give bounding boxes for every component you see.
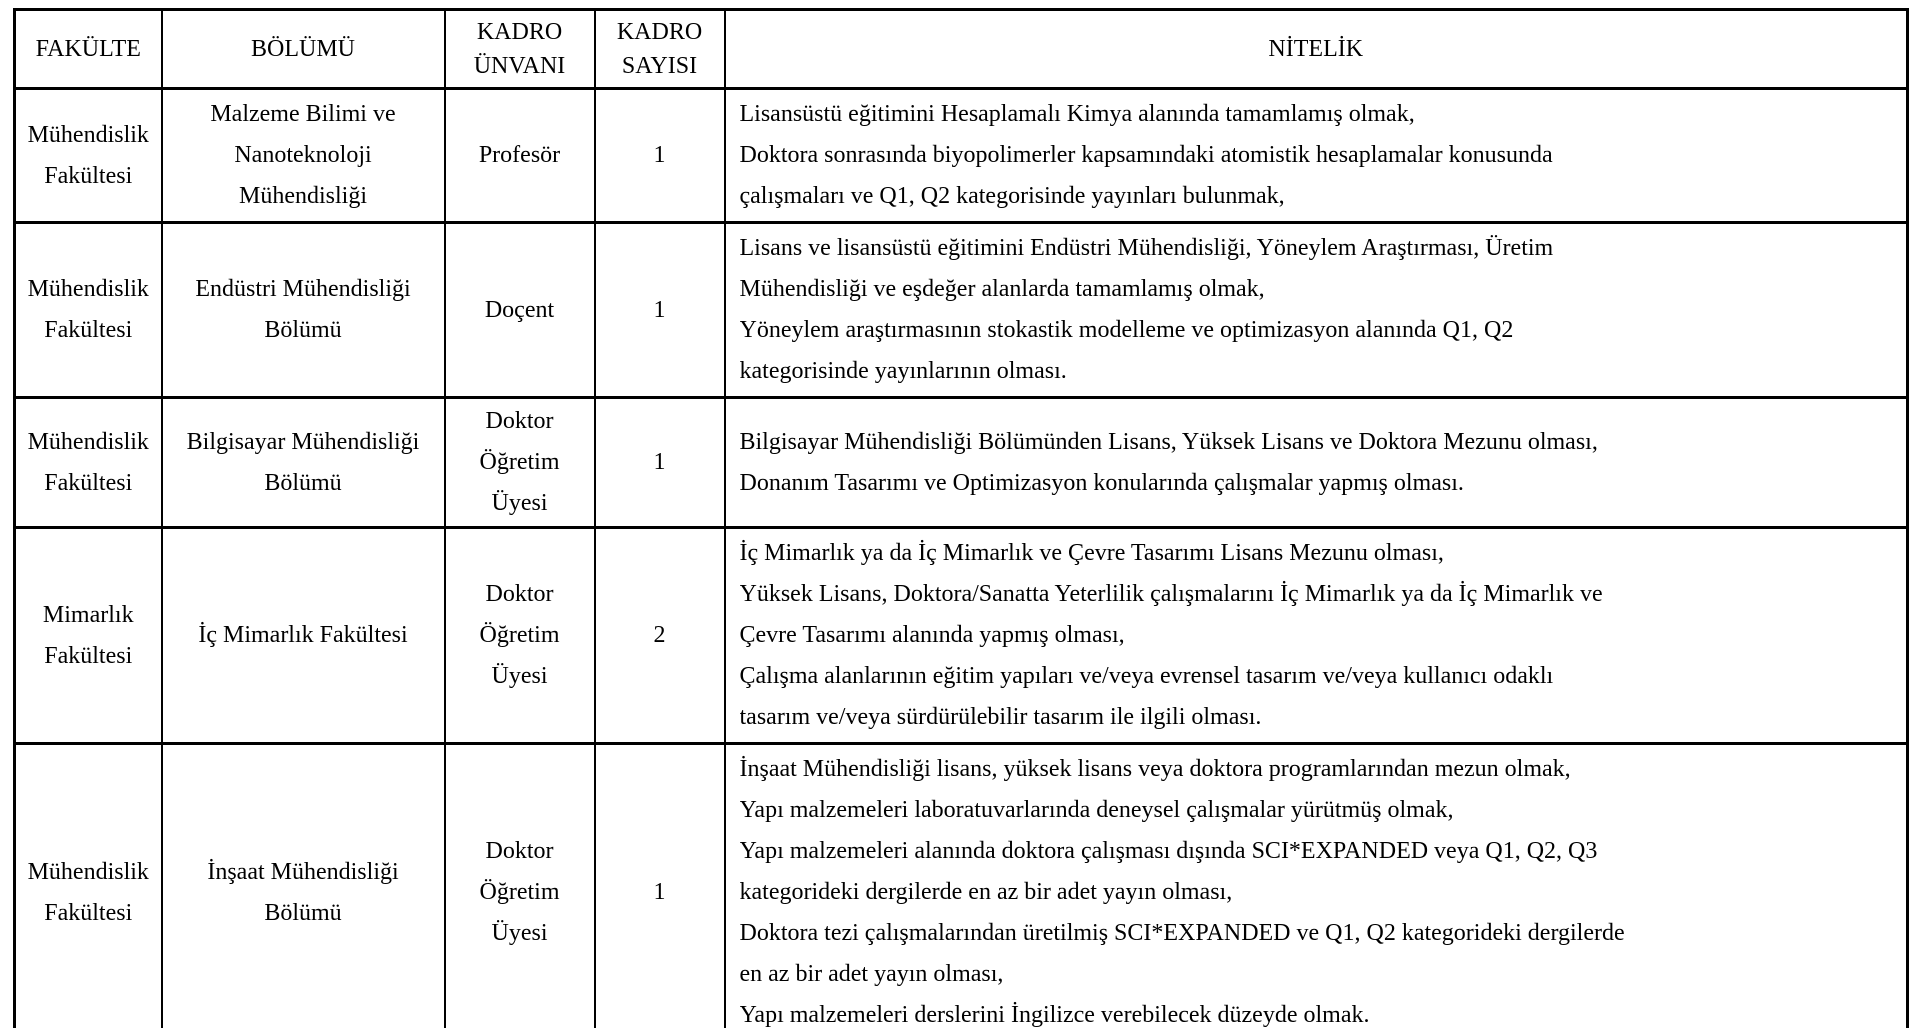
kadro-unvani-cell bbox=[445, 223, 595, 398]
text-line: KADRO bbox=[476, 19, 563, 45]
text-line: Öğretim bbox=[479, 449, 560, 475]
text-line: Lisansüstü eğitimini Hesaplamalı Kimya alanında tamamlamış olmak, bbox=[739, 101, 1415, 127]
table-row bbox=[15, 223, 1908, 398]
academic-vacancy-table bbox=[13, 8, 1909, 1028]
kadro-sayisi-cell bbox=[595, 89, 725, 223]
column-header-kadro_unvani bbox=[445, 10, 595, 89]
text-line: Nanoteknoloji bbox=[234, 142, 372, 168]
text-line: Fakültesi bbox=[44, 642, 133, 669]
text-line: SAYISI bbox=[621, 53, 698, 79]
fakulte-cell bbox=[15, 528, 162, 744]
header-row bbox=[15, 10, 1908, 89]
kadro-sayisi-value: 1 bbox=[653, 449, 666, 475]
table-row bbox=[15, 744, 1908, 1028]
bolumu-cell bbox=[162, 744, 445, 1028]
text-line: Doktor bbox=[485, 408, 554, 434]
text-line: Bilgisayar Mühendisliği bbox=[186, 428, 420, 455]
text-line: kategorideki dergilerde en az bir adet yayın olması, bbox=[739, 879, 1233, 905]
table-row bbox=[15, 89, 1908, 223]
text-line: İnşaat Mühendisliği lisans, yüksek lisans veya doktora programlarından mezun olmak, bbox=[739, 756, 1571, 782]
text-line: Yöneylem araştırmasının stokastik modelleme ve optimizasyon alanında Q1, Q2 bbox=[739, 317, 1514, 343]
text-line: Üyesi bbox=[491, 663, 548, 689]
text-line: Doktora tezi çalışmalarından üretilmiş SCI*EXPANDED ve Q1, Q2 kategorideki dergilerde bbox=[739, 920, 1625, 946]
column-header-nitelik bbox=[725, 10, 1908, 89]
text-line: tasarım ve/veya sürdürülebilir tasarım ile ilgili olması. bbox=[739, 704, 1262, 730]
nitelik-cell bbox=[725, 398, 1908, 528]
table-header bbox=[15, 10, 1908, 89]
kadro-sayisi-cell bbox=[595, 223, 725, 398]
kadro-sayisi-cell bbox=[595, 398, 725, 528]
text-line: Çevre Tasarımı alanında yapmış olması, bbox=[739, 622, 1125, 648]
column-header-bolumu bbox=[162, 10, 445, 89]
text-line: Fakültesi bbox=[44, 469, 133, 496]
text-line: Öğretim bbox=[479, 622, 560, 648]
text-line: Donanım Tasarımı ve Optimizasyon konularında çalışmalar yapmış olması. bbox=[739, 469, 1464, 496]
kadro-unvani-cell bbox=[445, 89, 595, 223]
kadro-sayisi-value: 1 bbox=[653, 296, 666, 323]
text-line: Doktora sonrasında biyopolimerler kapsamındaki atomistik hesaplamalar konusunda bbox=[739, 142, 1553, 168]
text-line: Mühendisliği ve eşdeğer alanlarda tamamlamış olmak, bbox=[739, 276, 1265, 302]
text-line: Bölümü bbox=[264, 469, 342, 496]
column-header-fakulte bbox=[15, 10, 162, 89]
text-line: Fakültesi bbox=[44, 317, 133, 343]
text-line: İç Mimarlık ya da İç Mimarlık ve Çevre Tasarımı Lisans Mezunu olması, bbox=[739, 540, 1444, 566]
text-line: Yapı malzemeleri derslerini İngilizce verebilecek düzeyde olmak. bbox=[739, 1002, 1370, 1028]
text-line: Lisans ve lisansüstü eğitimini Endüstri Mühendisliği, Yöneylem Araştırması, Üretim bbox=[739, 235, 1554, 261]
text-line: Mühendislik bbox=[27, 858, 149, 885]
kadro-sayisi-value: 1 bbox=[653, 142, 666, 168]
table-row bbox=[15, 528, 1908, 744]
text-line: Üyesi bbox=[491, 490, 548, 516]
kadro-sayisi-cell bbox=[595, 744, 725, 1028]
table-row bbox=[15, 398, 1908, 528]
text-line: kategorisinde yayınlarının olması. bbox=[739, 358, 1067, 384]
text-line: Doktor bbox=[485, 838, 554, 864]
text-line: Doçent bbox=[484, 296, 555, 323]
bolumu-cell bbox=[162, 398, 445, 528]
nitelik-cell bbox=[725, 528, 1908, 744]
text-line: İnşaat Mühendisliği bbox=[207, 858, 399, 885]
text-line: Öğretim bbox=[479, 879, 560, 905]
text-line: Malzeme Bilimi ve bbox=[210, 101, 396, 127]
kadro-unvani-cell bbox=[445, 398, 595, 528]
text-line: KADRO bbox=[616, 19, 703, 45]
text-line: Doktor bbox=[485, 581, 554, 607]
text-line: çalışmaları ve Q1, Q2 kategorisinde yayınları bulunmak, bbox=[739, 183, 1285, 209]
text-line: ÜNVANI bbox=[473, 53, 566, 79]
text-line: FAKÜLTE bbox=[35, 36, 141, 62]
nitelik-cell bbox=[725, 89, 1908, 223]
kadro-sayisi-cell bbox=[595, 528, 725, 744]
bolumu-cell bbox=[162, 89, 445, 223]
table-body bbox=[15, 89, 1908, 1028]
text-line: Bölümü bbox=[264, 899, 342, 926]
fakulte-cell bbox=[15, 89, 162, 223]
column-header-kadro_sayisi bbox=[595, 10, 725, 89]
text-line: Yapı malzemeleri alanında doktora çalışması dışında SCI*EXPANDED veya Q1, Q2, Q3 bbox=[739, 838, 1598, 864]
text-line: Bölümü bbox=[264, 317, 342, 343]
text-line: en az bir adet yayın olması, bbox=[739, 961, 1004, 987]
fakulte-cell bbox=[15, 398, 162, 528]
text-line: Mühendislik bbox=[27, 276, 149, 302]
text-line: Mühendislik bbox=[27, 121, 149, 148]
text-line: Mimarlık bbox=[42, 601, 134, 628]
text-line: NİTELİK bbox=[1268, 36, 1364, 62]
text-line: İç Mimarlık Fakültesi bbox=[198, 622, 408, 648]
text-line: Bilgisayar Mühendisliği Bölümünden Lisans, Yüksek Lisans ve Doktora Mezunu olması, bbox=[739, 428, 1598, 455]
nitelik-cell bbox=[725, 744, 1908, 1028]
text-line: Mühendislik bbox=[27, 428, 149, 455]
bolumu-cell bbox=[162, 223, 445, 398]
text-line: Yapı malzemeleri laboratuvarlarında deneysel çalışmalar yürütmüş olmak, bbox=[739, 797, 1454, 823]
text-line: Fakültesi bbox=[44, 162, 133, 189]
kadro-sayisi-value: 1 bbox=[653, 879, 666, 905]
vacancy-table-container bbox=[13, 8, 1909, 1028]
text-line: Çalışma alanlarının eğitim yapıları ve/veya evrensel tasarım ve/veya kullanıcı odaklı bbox=[739, 663, 1554, 689]
kadro-unvani-cell bbox=[445, 744, 595, 1028]
kadro-unvani-cell bbox=[445, 528, 595, 744]
text-line: Yüksek Lisans, Doktora/Sanatta Yeterlilik çalışmalarını İç Mimarlık ya da İç Mimarlık ve bbox=[739, 581, 1603, 607]
text-line: Üyesi bbox=[491, 920, 548, 946]
text-line: Endüstri Mühendisliği bbox=[195, 276, 411, 302]
text-line: Mühendisliği bbox=[238, 183, 367, 209]
text-line: Profesör bbox=[478, 142, 561, 168]
fakulte-cell bbox=[15, 744, 162, 1028]
fakulte-cell bbox=[15, 223, 162, 398]
bolumu-cell bbox=[162, 528, 445, 744]
text-line: BÖLÜMÜ bbox=[250, 36, 355, 62]
text-line: Fakültesi bbox=[44, 899, 133, 926]
kadro-sayisi-value: 2 bbox=[653, 622, 666, 648]
nitelik-cell bbox=[725, 223, 1908, 398]
